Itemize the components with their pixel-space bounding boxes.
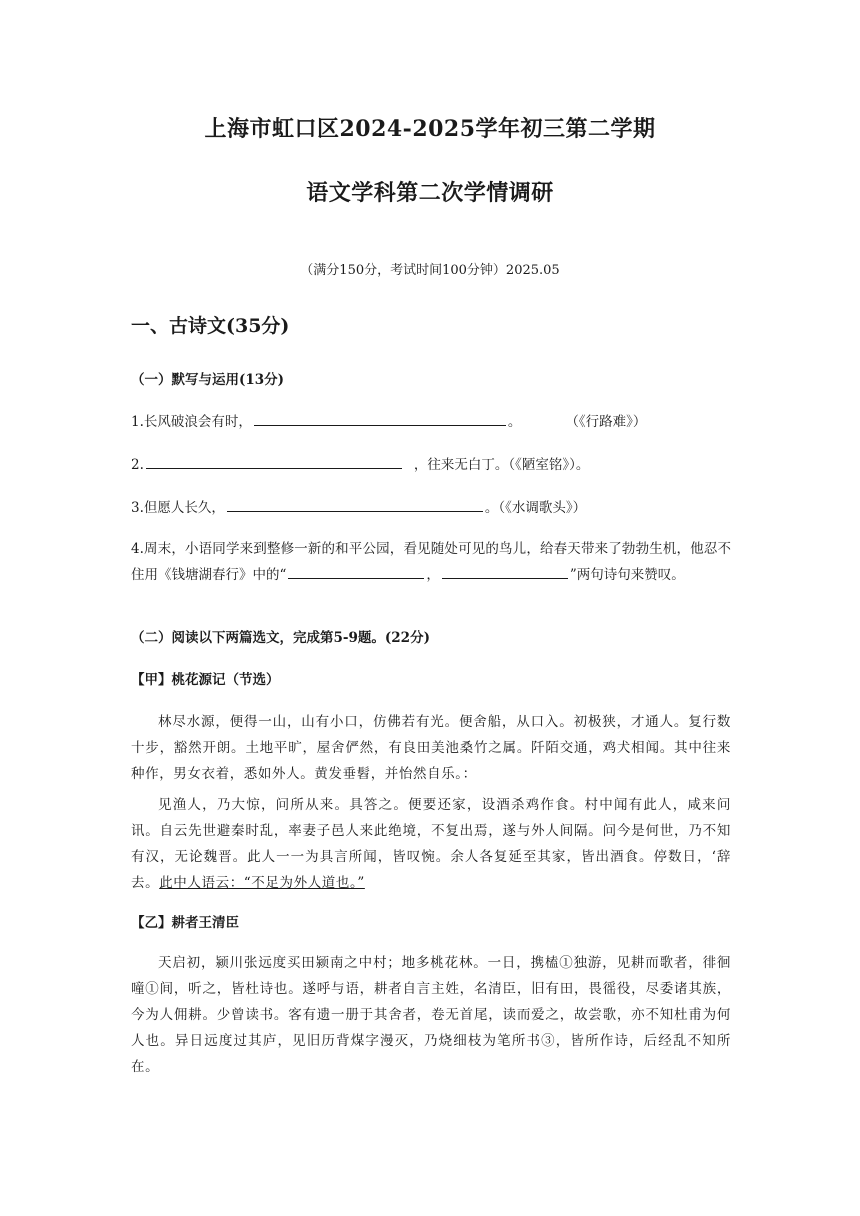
q1-answer-blank[interactable] <box>254 411 506 426</box>
part1-heading: （一）默写与运用(13分) <box>131 372 285 388</box>
passage-jia-paragraph-1: 林尽水源，便得一山，山有小口，仿佛若有光。便舍船，从口入。初极狭，才通人。复行数十步，豁然开朗。土地平旷，屋舍俨然，有良田美池桑竹之属。阡陌交通，鸡犬相闻。其中往来种作，男女衣着，悉如外人。黄发垂髫，并怡然自乐。： <box>131 714 731 782</box>
passage-jia-paragraph-2 <box>131 792 731 896</box>
passage-yi-paragraph-1: 天启初，颍川张远度买田颍南之中村；地多桃花林。一日，携榼①独游，见耕而歌者，徘徊噇①间，听之，皆杜诗也。遂呼与语，耕者自言主姓，名清臣，旧有田，畏徭役，尽委诸其族，今为人佣耕。少曾读书。客有遗一册于其舍者，卷无首尾，读而爱之，故尝歌，亦不知杜甫为何人也。异日远度过其庐，见旧历背煤字漫灭，乃烧细枝为笔所书③，皆所作诗，后经乱不知所在。 <box>131 955 731 1075</box>
q2-answer-blank[interactable] <box>146 454 402 469</box>
passage-yi-title: 【乙】耕者王清臣 <box>131 915 239 931</box>
exam-info: （满分150分，考试时间100分钟）2025.05 <box>300 263 560 278</box>
q2-suffix: ，往来无白丁。（《陋室铭》）。 <box>413 457 590 473</box>
q3-prefix: 3.但愿人长久， <box>131 500 225 516</box>
exam-title-line1: 上海市虹口区2024-2025学年初三第二学期 <box>204 116 656 142</box>
part2-heading: （二）阅读以下两篇选文，完成第5-9题。(22分) <box>131 630 430 646</box>
passage-jia-title: 【甲】桃花源记（节选） <box>131 672 280 688</box>
q4-answer-blank-2[interactable] <box>442 564 568 579</box>
question-4 <box>131 536 731 588</box>
q2-prefix: 2. <box>131 457 144 473</box>
q1-prefix: 1.长风破浪会有时， <box>131 414 252 430</box>
question-2 <box>131 453 589 473</box>
passage-jia-p2-text: 见渔人，乃大惊，问所从来。具答之。便要还家，设酒杀鸡作食。村中闻有此人，咸来问讯。自云先世避秦时乱，率妻子邑人来此绝境，不复出焉，遂与外人间隔。问今是何世，乃不知有汉，无论魏晋。此人一一为具言所闻，皆叹惋。余人各复延至其家，皆出酒食。停数日，‘辞去。 <box>131 797 731 891</box>
q1-source: （《行路难》） <box>565 414 647 430</box>
passage-jia-underlined-quote: 此中人语云：“不足为外人道也。” <box>159 875 365 891</box>
q4-text-start: 4.周末，小语同学来到整修一新的和平公园，看见随处可见的鸟儿，给春天带来了勃勃生机，他忍不住用《钱塘湖春行》中的“ <box>131 541 731 583</box>
q4-answer-blank-1[interactable] <box>288 564 424 579</box>
question-3 <box>131 496 586 516</box>
question-1 <box>131 410 646 430</box>
q4-separator: ， <box>426 567 440 583</box>
q3-suffix: 。（《水调歌头》） <box>484 500 587 516</box>
section-heading-classical: 一、古诗文(35分) <box>131 315 290 337</box>
q4-text-end: ”两句诗句来赞叹。 <box>569 567 685 583</box>
q3-answer-blank[interactable] <box>227 497 483 512</box>
q1-suffix: 。 <box>507 414 522 430</box>
exam-title-line2: 语文学科第二次学情调研 <box>306 180 554 206</box>
